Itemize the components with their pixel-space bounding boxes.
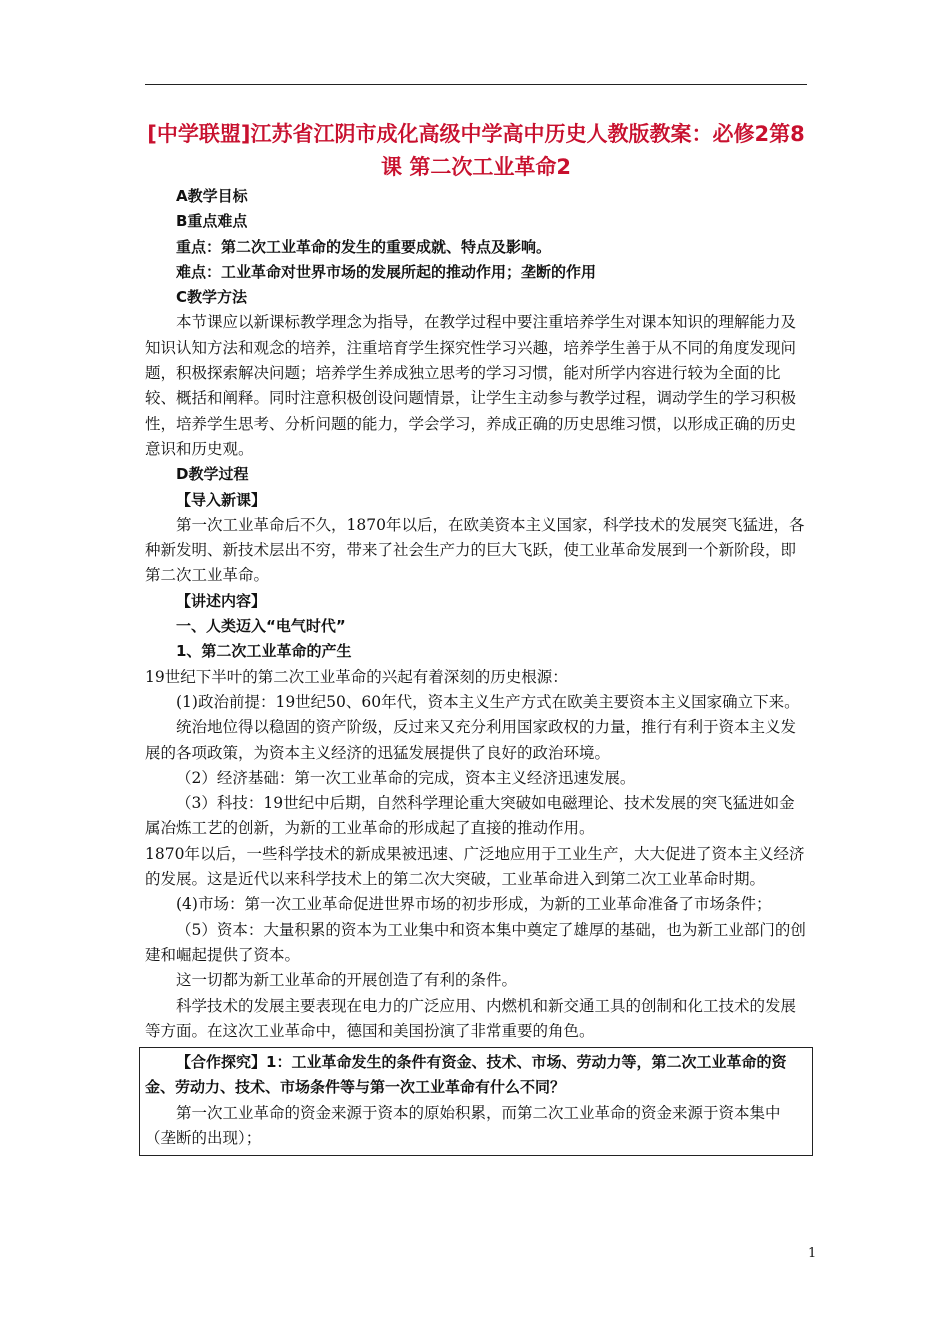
paragraph: （3）科技：19世纪中后期，自然科学理论重大突破如电磁理论、技术发展的突飞猛进如金属冶炼工艺的创新，为新的工业革命的形成起了直接的推动作用。 <box>145 794 795 838</box>
inquiry-answer: 第一次工业革命的资金来源于资本的原始积累，而第二次工业革命的资金来源于资本集中（垄断的出现）； <box>145 1103 781 1147</box>
subsection-heading: 【导入新课】 <box>176 490 267 509</box>
paragraph: 1870年以后，一些科学技术的新成果被迅速、广泛地应用于工业生产，大大促进了资本主义经济的发展。这是近代以来科学技术上的第二次大突破，工业革命进入到第二次工业革命时期。 <box>145 844 805 889</box>
section-heading: B重点难点 <box>176 212 248 231</box>
document-title: [中学联盟]江苏省江阴市成化高级中学高中历史人教版教案：必修2第8课 第二次工业革命2 <box>147 122 805 179</box>
paragraph: (1)政治前提：19世纪50、60年代，资本主义生产方式在欧美主要资本主义国家确立下来。 <box>176 692 800 711</box>
paragraph: （2）经济基础：第一次工业革命的完成，资本主义经济迅速发展。 <box>176 768 636 787</box>
paragraph: 这一切都为新工业革命的开展创造了有利的条件。 <box>176 971 518 990</box>
key-point: 重点：第二次工业革命的发生的重要成就、特点及影响。 <box>176 237 552 256</box>
header-rule <box>145 84 807 85</box>
document-body <box>145 184 807 1156</box>
topic-heading: 1、第二次工业革命的产生 <box>176 642 352 661</box>
subsection-heading: 【讲述内容】 <box>176 591 267 610</box>
inquiry-question: 【合作探究】1：工业革命发生的条件有资金、技术、市场、劳动力等，第二次工业革命的资金、劳动力、技术、市场条件等与第一次工业革命有什么不同？ <box>145 1053 787 1097</box>
paragraph: 19世纪下半叶的第二次工业革命的兴起有着深刻的历史根源： <box>145 667 568 686</box>
paragraph: (4)市场：第一次工业革命促进世界市场的初步形成，为新的工业革命准备了市场条件； <box>176 895 772 914</box>
paragraph: （5）资本：大量积累的资本为工业集中和资本集中奠定了雄厚的基础，也为新工业部门的创建和崛起提供了资本。 <box>145 920 806 964</box>
section-heading: C教学方法 <box>176 288 248 307</box>
section-heading: D教学过程 <box>176 465 249 484</box>
topic-heading: 一、人类迈入“电气时代” <box>176 617 346 636</box>
difficult-point: 难点：工业革命对世界市场的发展所起的推动作用；垄断的作用 <box>176 262 597 281</box>
page-number: 1 <box>808 1246 817 1261</box>
paragraph: 统治地位得以稳固的资产阶级，反过来又充分利用国家政权的力量，推行有利于资本主义发展的各项政策，为资本主义经济的迅猛发展提供了良好的政治环境。 <box>145 718 797 762</box>
paragraph: 第一次工业革命后不久，1870年以后，在欧美资本主义国家，科学技术的发展突飞猛进，各种新发明、新技术层出不穷，带来了社会生产力的巨大飞跃，使工业革命发展到一个新阶段，即第二次工业革命。 <box>145 515 805 585</box>
paragraph: 本节课应以新课标教学理念为指导，在教学过程中要注重培养学生对课本知识的理解能力及知识认知方法和观念的培养，注重培育学生探究性学习兴趣，培养学生善于从不同的角度发现问题，积极探索解决问题；培养学生养成独立思考的学习习惯，能对所学内容进行较为全面的比较、概括和阐释。同时注意积极创设问题情景，让学生主动参与教学过程，调动学生的学习积极性，培养学生思考、分析问题的能力，学会学习，养成正确的历史思维习惯，以形成正确的历史意识和历史观。 <box>145 313 797 458</box>
paragraph: 科学技术的发展主要表现在电力的广泛应用、内燃机和新交通工具的创制和化工技术的发展等方面。在这次工业革命中，德国和美国扮演了非常重要的角色。 <box>145 996 797 1040</box>
cooperative-inquiry-box <box>139 1047 813 1156</box>
section-heading: A教学目标 <box>176 187 248 205</box>
